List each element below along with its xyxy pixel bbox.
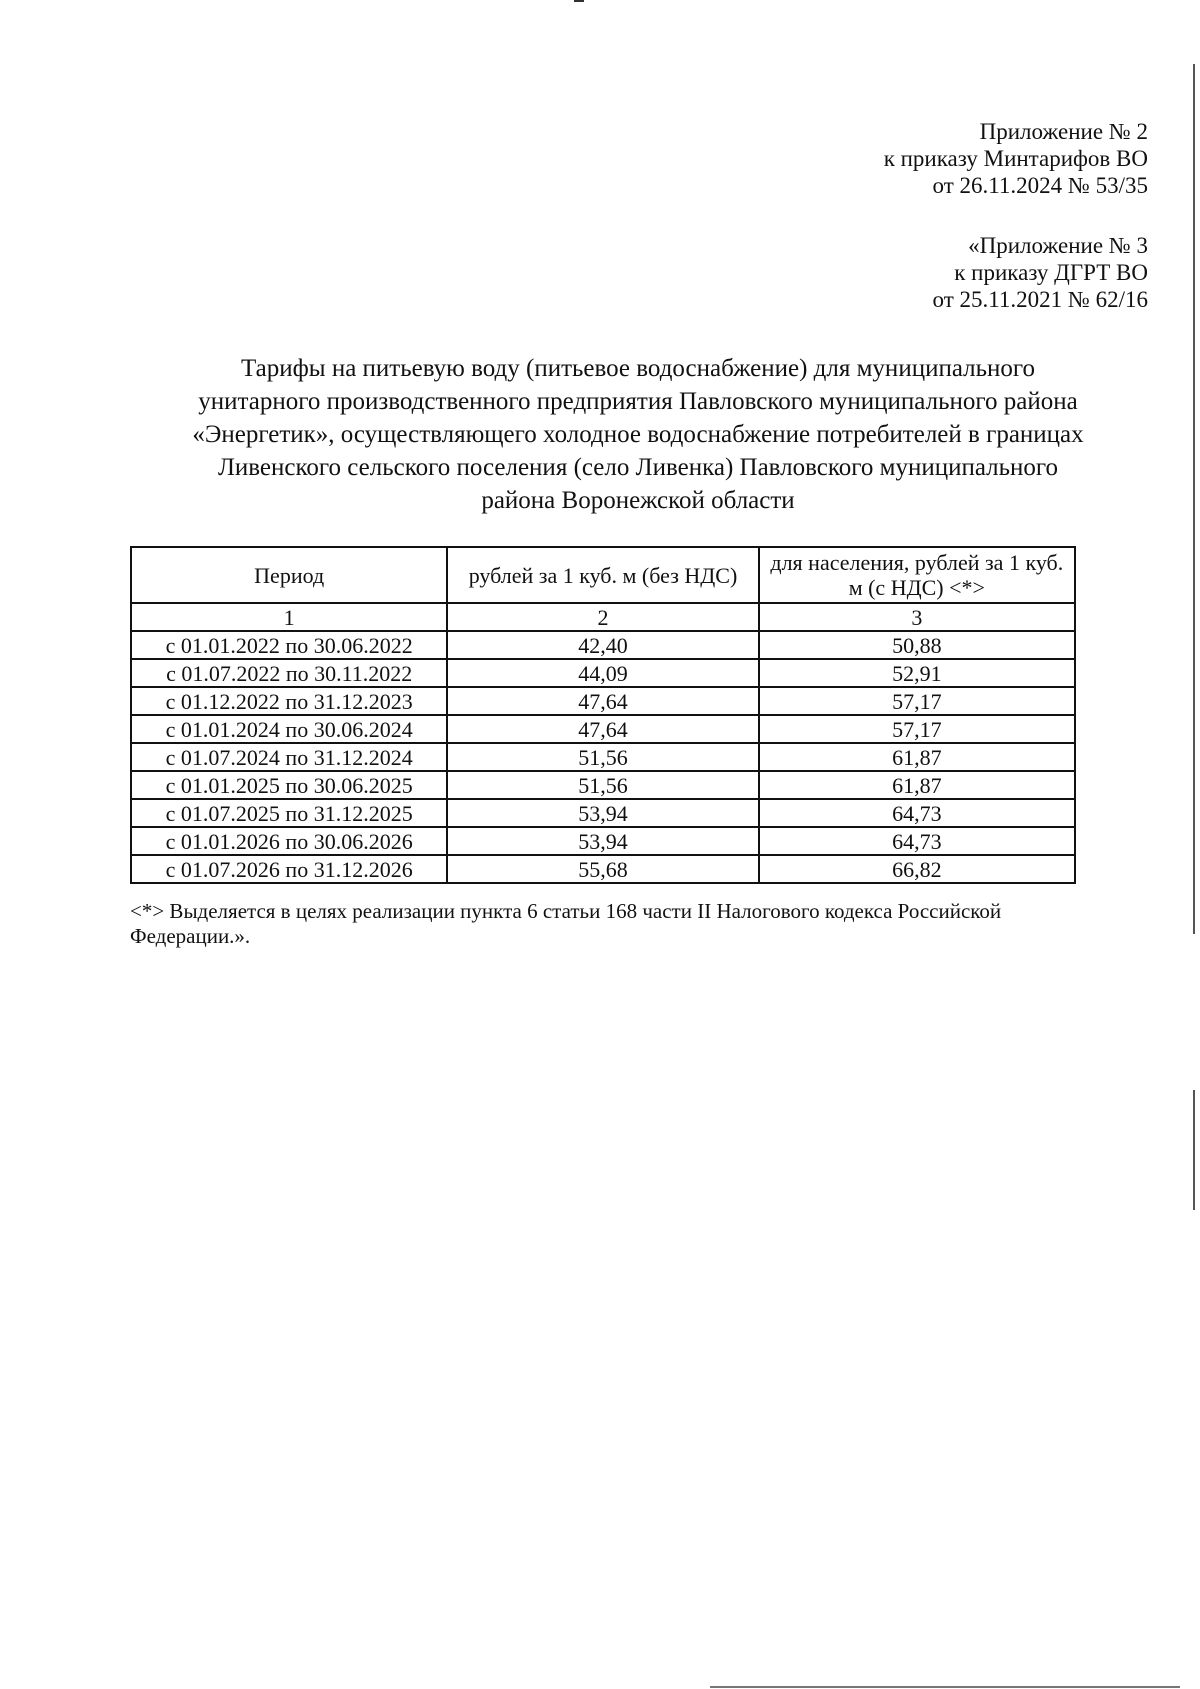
cell-price-without-vat: 53,94 [447, 827, 758, 855]
annex-reference-current [884, 118, 1148, 199]
scan-edge-line [1193, 64, 1195, 934]
table-header-row [131, 547, 1075, 603]
header-price-with-vat: для населения, рублей за 1 куб. м (с НДС) <*> [759, 547, 1075, 603]
title-line: района Воронежской области [481, 487, 795, 514]
cell-period: с 01.07.2024 по 31.12.2024 [131, 743, 447, 771]
cell-price-with-vat: 61,87 [759, 771, 1075, 799]
cell-period: с 01.01.2024 по 30.06.2024 [131, 715, 447, 743]
cell-period: с 01.07.2022 по 30.11.2022 [131, 659, 447, 687]
table-row [131, 659, 1075, 687]
scan-mark-bottom [710, 1686, 1180, 1688]
table-row [131, 715, 1075, 743]
annex-line: Приложение № 2 [979, 119, 1148, 144]
column-number: 1 [131, 603, 447, 631]
table-row [131, 855, 1075, 883]
cell-price-with-vat: 57,17 [759, 715, 1075, 743]
cell-price-without-vat: 44,09 [447, 659, 758, 687]
title-line: Ливенского сельского поселения (село Ливенка) Павловского муниципального [217, 454, 1059, 481]
cell-period: с 01.07.2026 по 31.12.2026 [131, 855, 447, 883]
cell-price-without-vat: 53,94 [447, 799, 758, 827]
annex-line: от 25.11.2021 № 62/16 [932, 287, 1148, 312]
title-line: Тарифы на питьевую воду (питьевое водоснабжение) для муниципального [240, 355, 1036, 382]
column-number: 2 [447, 603, 758, 631]
table-row [131, 799, 1075, 827]
document-title [120, 352, 1156, 517]
cell-price-with-vat: 61,87 [759, 743, 1075, 771]
annex-reference-original [933, 232, 1148, 313]
table-row [131, 827, 1075, 855]
table-row [131, 771, 1075, 799]
cell-period: с 01.01.2022 по 30.06.2022 [131, 631, 447, 659]
table-body [131, 631, 1075, 883]
cell-price-without-vat: 47,64 [447, 687, 758, 715]
annex-line: к приказу Минтарифов ВО [883, 146, 1148, 171]
cell-price-without-vat: 47,64 [447, 715, 758, 743]
annex-line: от 26.11.2024 № 53/35 [932, 173, 1148, 198]
footnote: <*> Выделяется в целях реализации пункта 6 статьи 168 части II Налогового кодекса Российской Федерации.». [130, 899, 1002, 948]
cell-price-with-vat: 66,82 [759, 855, 1075, 883]
scan-mark-top [574, 0, 584, 2]
column-number: 3 [759, 603, 1075, 631]
cell-price-without-vat: 42,40 [447, 631, 758, 659]
cell-period: с 01.12.2022 по 31.12.2023 [131, 687, 447, 715]
cell-price-with-vat: 52,91 [759, 659, 1075, 687]
tariff-table [130, 546, 1076, 884]
cell-period: с 01.01.2025 по 30.06.2025 [131, 771, 447, 799]
header-price-without-vat: рублей за 1 куб. м (без НДС) [447, 547, 758, 603]
table-row [131, 631, 1075, 659]
table-column-numbers-row [131, 603, 1075, 631]
table-row [131, 743, 1075, 771]
cell-price-without-vat: 55,68 [447, 855, 758, 883]
cell-period: с 01.07.2025 по 31.12.2025 [131, 799, 447, 827]
cell-price-with-vat: 50,88 [759, 631, 1075, 659]
header-period: Период [131, 547, 447, 603]
cell-price-with-vat: 57,17 [759, 687, 1075, 715]
cell-price-with-vat: 64,73 [759, 827, 1075, 855]
annex-line: к приказу ДГРТ ВО [954, 260, 1148, 285]
cell-price-without-vat: 51,56 [447, 771, 758, 799]
annex-line: «Приложение № 3 [968, 233, 1148, 258]
cell-period: с 01.01.2026 по 30.06.2026 [131, 827, 447, 855]
cell-price-without-vat: 51,56 [447, 743, 758, 771]
title-line: унитарного производственного предприятия Павловского муниципального района [198, 388, 1078, 415]
scan-edge-line [1193, 1090, 1195, 1210]
cell-price-with-vat: 64,73 [759, 799, 1075, 827]
title-line: «Энергетик», осуществляющего холодное водоснабжение потребителей в границах [192, 421, 1084, 448]
table-row [131, 687, 1075, 715]
